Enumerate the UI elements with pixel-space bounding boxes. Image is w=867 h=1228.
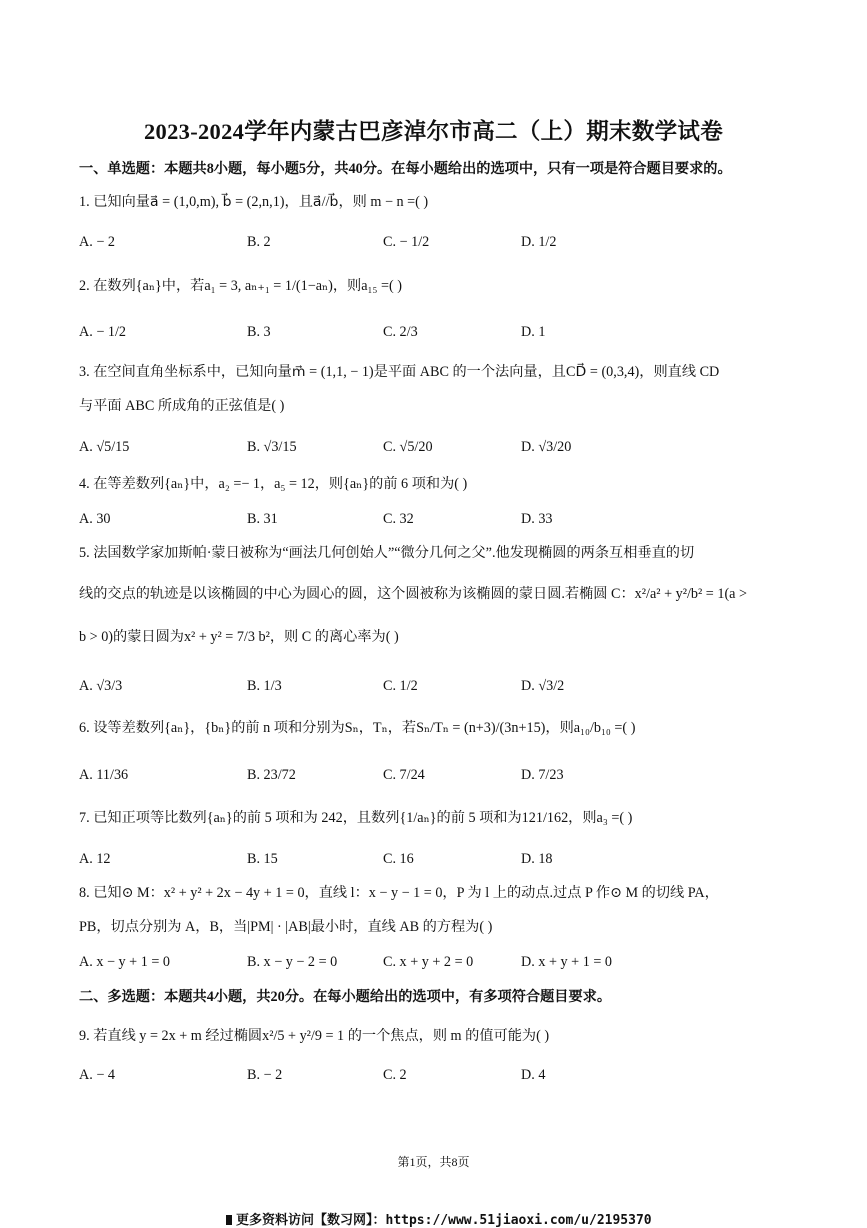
question-5-stem-line-1: 5. 法国数学家加斯帕·蒙日被称为“画法几何创始人”“微分几何之父”.他发现椭圆的两条互相垂直的切: [79, 545, 695, 561]
question-5-stem-line-2: 线的交点的轨迹是以该椭圆的中心为圆心的圆，这个圆被称为该椭圆的蒙日圆.若椭圆 C：x²/a² + y²/b² = 1(a >: [79, 586, 748, 602]
question-2-stem: 2. 在数列{aₙ}中，若a₁ = 3, aₙ₊₁ = 1/(1−aₙ)，则a₁₅ =( ): [79, 278, 402, 294]
question-8-option-c: C. x + y + 2 = 0: [383, 954, 474, 970]
question-8-stem-line-2: PB，切点分别为 A，B，当|PM| · |AB|最小时，直线 AB 的方程为( ): [79, 919, 493, 935]
question-9-option-b: B. − 2: [247, 1067, 283, 1083]
page-footer: 第1页，共8页: [397, 1155, 470, 1169]
question-6-stem: 6. 设等差数列{aₙ}，{bₙ}的前 n 项和分别为Sₙ，Tₙ，若Sₙ/Tₙ = (n+3)/(3n+15)，则a₁₀/b₁₀ =( ): [79, 720, 636, 736]
question-4-option-b: B. 31: [247, 511, 278, 527]
question-3-stem-line-2: 与平面 ABC 所成角的正弦值是( ): [79, 398, 285, 414]
question-8-option-d: D. x + y + 1 = 0: [521, 954, 612, 970]
question-7-option-c: C. 16: [383, 851, 414, 867]
section-heading-single-choice: 一、单选题：本题共8小题，每小题5分，共40分。在每小题给出的选项中，只有一项是符合题目要求的。: [79, 161, 732, 177]
question-6-option-d: D. 7/23: [521, 767, 564, 783]
question-1-option-b: B. 2: [247, 234, 271, 250]
question-2-option-b: B. 3: [247, 324, 271, 340]
question-5-option-d: D. √3/2: [521, 678, 565, 694]
question-4-stem: 4. 在等差数列{aₙ}中，a₂ =− 1，a₅ = 12，则{aₙ}的前 6 项和为( ): [79, 476, 468, 492]
promo-link[interactable]: [226, 1209, 652, 1228]
flag-icon: [226, 1215, 232, 1225]
question-1-option-a: A. − 2: [79, 234, 115, 250]
question-6-option-a: A. 11/36: [79, 767, 129, 783]
page-title: 2023-2024学年内蒙古巴彦淖尔市高二（上）期末数学试卷: [144, 119, 723, 144]
question-6-option-b: B. 23/72: [247, 767, 296, 783]
question-7-option-a: A. 12: [79, 851, 111, 867]
question-8-option-a: A. x − y + 1 = 0: [79, 954, 170, 970]
question-1-option-d: D. 1/2: [521, 234, 557, 250]
question-9-option-a: A. − 4: [79, 1067, 115, 1083]
question-3-stem-line-1: 3. 在空间直角坐标系中，已知向量m⃗ = (1,1, − 1)是平面 ABC 的一个法向量，且CD⃗ = (0,3,4)，则直线 CD: [79, 364, 720, 380]
question-2-option-a: A. − 1/2: [79, 324, 127, 340]
question-2-option-c: C. 2/3: [383, 324, 418, 340]
question-4-option-c: C. 32: [383, 511, 414, 527]
question-6-option-c: C. 7/24: [383, 767, 425, 783]
question-8-stem-line-1: 8. 已知⊙ M：x² + y² + 2x − 4y + 1 = 0，直线 l：x − y − 1 = 0，P 为 l 上的动点.过点 P 作⊙ M 的切线 PA，: [79, 885, 719, 901]
question-3-option-a: A. √5/15: [79, 439, 130, 455]
question-8-option-b: B. x − y − 2 = 0: [247, 954, 338, 970]
question-4-option-d: D. 33: [521, 511, 553, 527]
question-9-option-c: C. 2: [383, 1067, 407, 1083]
question-4-option-a: A. 30: [79, 511, 111, 527]
question-7-option-b: B. 15: [247, 851, 278, 867]
question-2-option-d: D. 1: [521, 324, 546, 340]
question-5-option-a: A. √3/3: [79, 678, 123, 694]
question-5-stem-line-3: b > 0)的蒙日圆为x² + y² = 7/3 b²，则 C 的离心率为( ): [79, 629, 399, 645]
question-3-option-b: B. √3/15: [247, 439, 297, 455]
question-5-option-c: C. 1/2: [383, 678, 418, 694]
question-1-stem: 1. 已知向量a⃗ = (1,0,m), b⃗ = (2,n,1)，且a⃗//b⃗，则 m − n =( ): [79, 194, 429, 210]
question-9-option-d: D. 4: [521, 1067, 546, 1083]
question-7-option-d: D. 18: [521, 851, 553, 867]
question-9-stem: 9. 若直线 y = 2x + m 经过椭圆x²/5 + y²/9 = 1 的一个焦点，则 m 的值可能为( ): [79, 1028, 550, 1044]
question-5-option-b: B. 1/3: [247, 678, 282, 694]
promo-text[interactable]: 更多资料访问【数习网】：https://www.51jiaoxi.com/u/2195370: [236, 1213, 652, 1228]
question-7-stem: 7. 已知正项等比数列{aₙ}的前 5 项和为 242，且数列{1/aₙ}的前 5 项和为121/162，则a₃ =( ): [79, 810, 633, 826]
section-heading-multiple-choice: 二、多选题：本题共4小题，共20分。在每小题给出的选项中，有多项符合题目要求。: [79, 989, 612, 1005]
question-1-option-c: C. − 1/2: [383, 234, 430, 250]
question-3-option-d: D. √3/20: [521, 439, 572, 455]
question-3-option-c: C. √5/20: [383, 439, 433, 455]
